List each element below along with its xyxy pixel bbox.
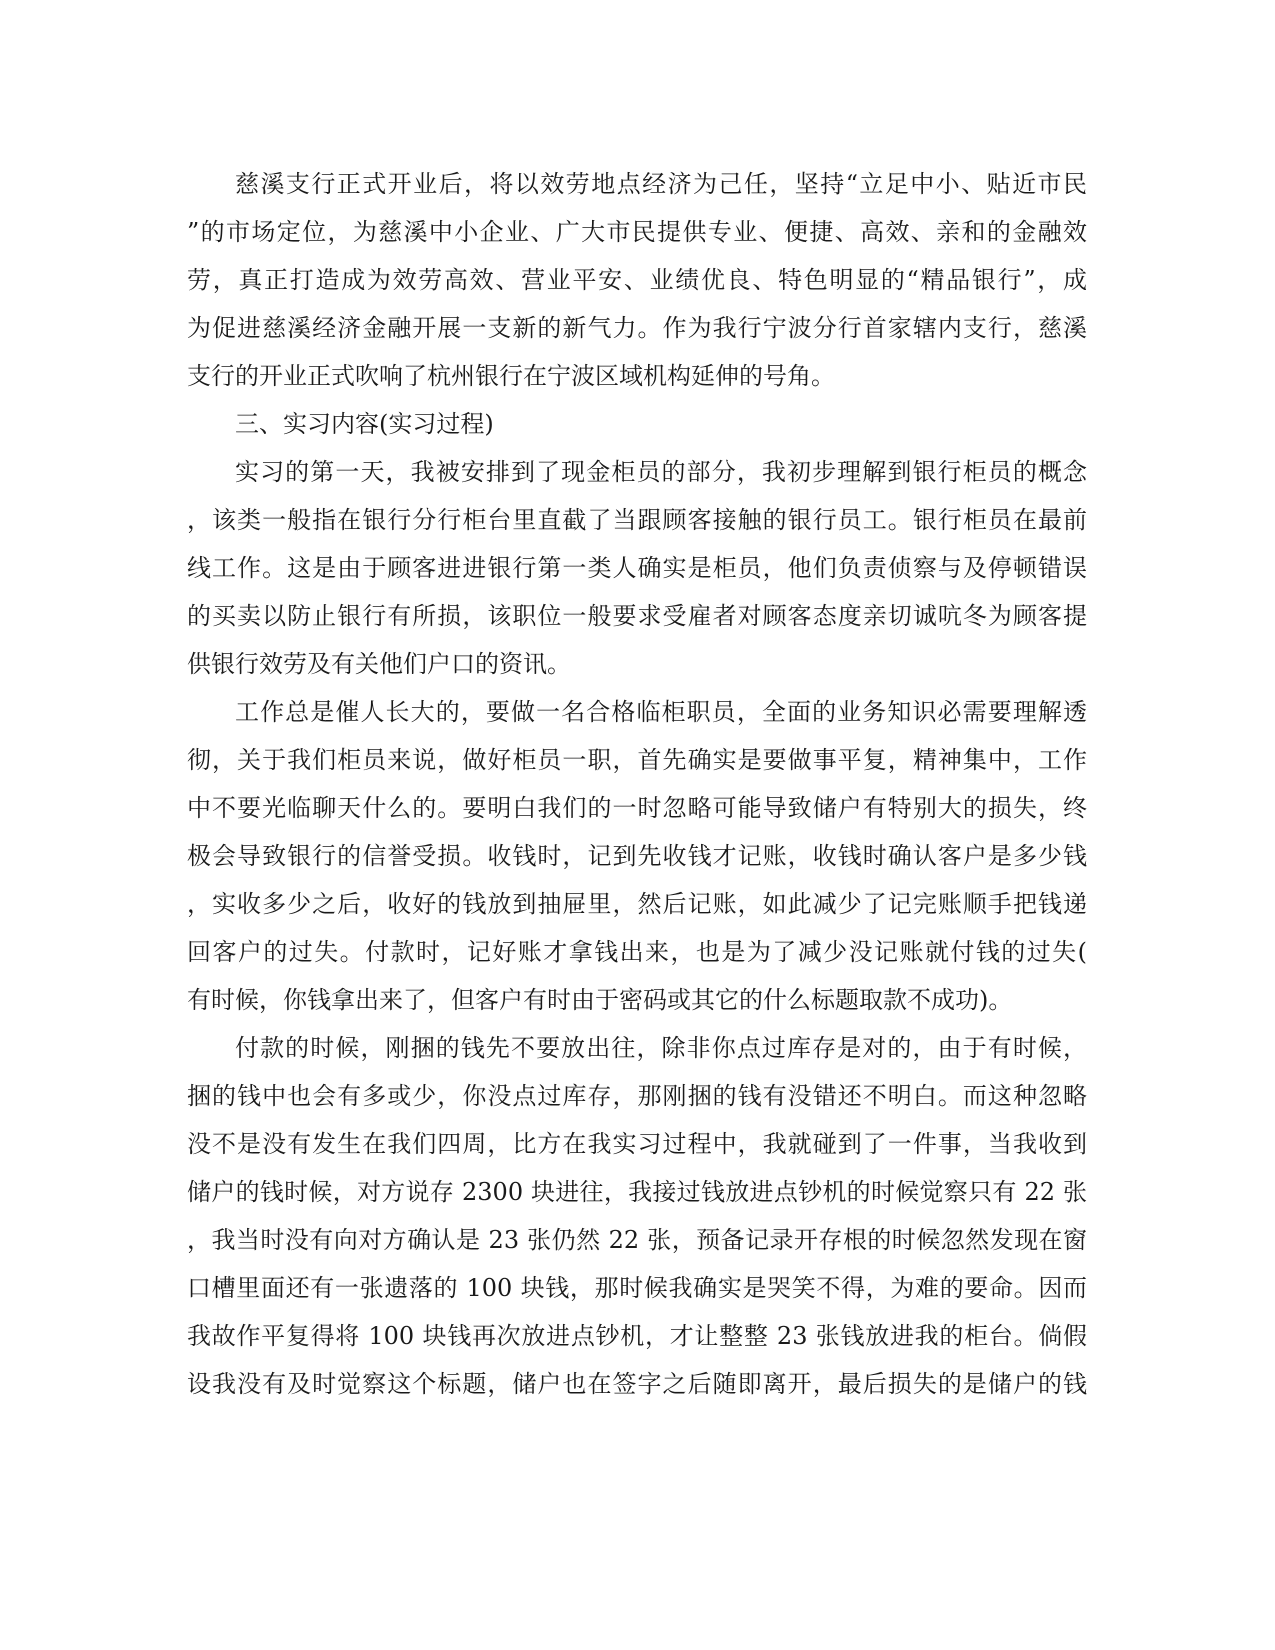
text-line: 供银行效劳及有关他们户口的资讯。	[187, 650, 571, 678]
text-line: 支行的开业正式吹响了杭州银行在宁波区域机构延伸的号角。	[187, 362, 835, 390]
section-heading: 三、实习内容(实习过程)	[235, 410, 494, 438]
body-text	[187, 160, 1087, 1408]
text-line: 线工作。这是由于顾客进进银行第一类人确实是柜员，他们负责侦察与及停顿错误	[187, 554, 1087, 582]
text-line: 没不是没有发生在我们四周，比方在我实习过程中，我就碰到了一件事，当我收到	[187, 1130, 1087, 1158]
text-line: 储户的钱时候，对方说存 2300 块进往，我接过钱放进点钞机的时候觉察只有 22 张	[187, 1178, 1087, 1206]
text-line: 慈溪支行正式开业后，将以效劳地点经济为己任，坚持“立足中小、贴近市民	[235, 170, 1087, 198]
text-line: 有时候，你钱拿出来了，但客户有时由于密码或其它的什么标题取款不成功)。	[187, 986, 1013, 1014]
text-line: 付款的时候，刚捆的钱先不要放出往，除非你点过库存是对的，由于有时候，	[235, 1034, 1087, 1062]
text-line: 的买卖以防止银行有所损，该职位一般要求受雇者对顾客态度亲切诚吭冬为顾客提	[187, 602, 1087, 630]
text-line: ”的市场定位，为慈溪中小企业、广大市民提供专业、便捷、高效、亲和的金融效	[187, 218, 1087, 246]
text-line: 实习的第一天，我被安排到了现金柜员的部分，我初步理解到银行柜员的概念	[235, 458, 1087, 486]
text-line: 极会导致银行的信誉受损。收钱时，记到先收钱才记账，收钱时确认客户是多少钱	[187, 842, 1087, 870]
text-line: 劳，真正打造成为效劳高效、营业平安、业绩优良、特色明显的“精品银行”，成	[187, 266, 1087, 294]
text-line: 中不要光临聊天什么的。要明白我们的一时忽略可能导致储户有特别大的损失，终	[187, 794, 1087, 822]
text-line: 捆的钱中也会有多或少，你没点过库存，那刚捆的钱有没错还不明白。而这种忽略	[187, 1082, 1087, 1110]
text-line: 回客户的过失。付款时，记好账才拿钱出来，也是为了减少没记账就付钱的过失(	[187, 938, 1087, 966]
text-line: 我故作平复得将 100 块钱再次放进点钞机，才让整整 23 张钱放进我的柜台。倘假	[187, 1322, 1087, 1350]
text-line: 口槽里面还有一张遗落的 100 块钱，那时候我确实是哭笑不得，为难的要命。因而	[187, 1274, 1087, 1302]
text-line: 工作总是催人长大的，要做一名合格临柜职员，全面的业务知识必需要理解透	[235, 698, 1087, 726]
text-line: 设我没有及时觉察这个标题，储户也在签字之后随即离开，最后损失的是储户的钱	[187, 1370, 1087, 1398]
text-line: ，该类一般指在银行分行柜台里直截了当跟顾客接触的银行员工。银行柜员在最前	[187, 506, 1087, 534]
text-line: ，我当时没有向对方确认是 23 张仍然 22 张，预备记录开存根的时候忽然发现在窗	[187, 1226, 1087, 1254]
text-line: 彻，关于我们柜员来说，做好柜员一职，首先确实是要做事平复，精神集中，工作	[187, 746, 1087, 774]
text-line: ，实收多少之后，收好的钱放到抽屉里，然后记账，如此减少了记完账顺手把钱递	[187, 890, 1087, 918]
text-line: 为促进慈溪经济金融开展一支新的新气力。作为我行宁波分行首家辖内支行，慈溪	[187, 314, 1087, 342]
